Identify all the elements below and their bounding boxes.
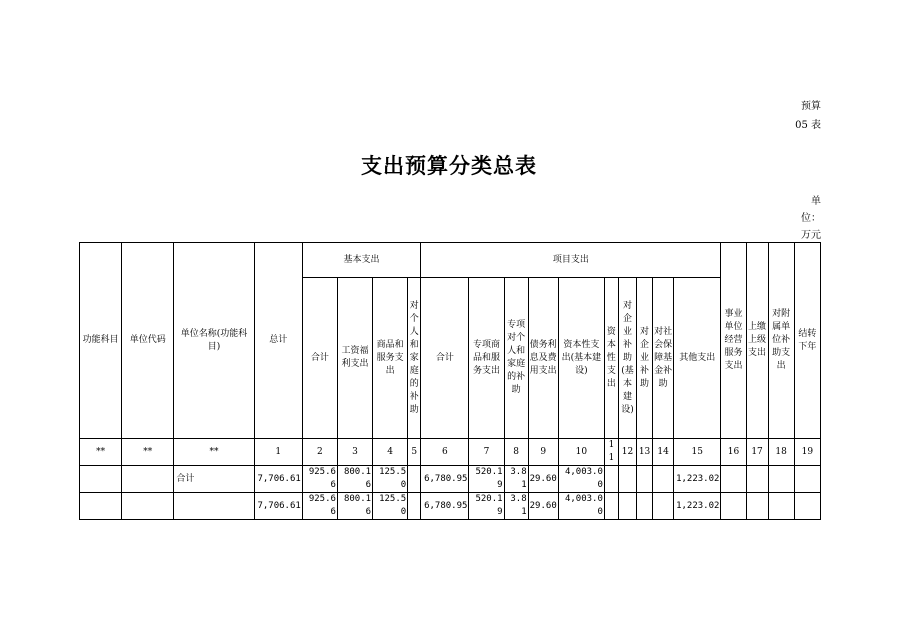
header-project-sub: 对企业补助(基本建设) — [618, 278, 636, 439]
header-code: 单位代码 — [122, 243, 174, 439]
table-cell: 6,780.95 — [421, 493, 469, 520]
table-cell: 1,223.02 — [674, 493, 721, 520]
index-row — [80, 439, 821, 466]
header-other: 结转下年 — [794, 243, 820, 439]
index-cell: 13 — [637, 439, 653, 466]
table-cell — [122, 493, 174, 520]
header-project-sub: 合计 — [421, 278, 469, 439]
table-cell: 800.16 — [337, 466, 372, 493]
table-cell — [721, 466, 746, 493]
index-cell: 16 — [721, 439, 746, 466]
header-project-sub: 资本性支出(基本建设) — [558, 278, 604, 439]
table-cell: 1,223.02 — [674, 466, 721, 493]
header-project-sub: 资本性支出 — [604, 278, 618, 439]
page-title: 支出预算分类总表 — [361, 153, 537, 178]
header-project-sub: 专项商品和服务支出 — [469, 278, 504, 439]
table-cell — [746, 466, 768, 493]
expenditure-table — [79, 242, 821, 520]
header-other: 事业单位经营服务支出 — [721, 243, 746, 439]
table-cell — [80, 466, 122, 493]
table-cell: 29.60 — [528, 493, 558, 520]
table-cell: 6,780.95 — [421, 466, 469, 493]
header-other: 对附属单位补助支出 — [768, 243, 794, 439]
header-basic-sub: 工资福利支出 — [337, 278, 372, 439]
table-row — [80, 493, 821, 520]
table-cell — [80, 493, 122, 520]
index-cell: 19 — [794, 439, 820, 466]
header-basic-sub: 对个人和家庭的补助 — [408, 278, 421, 439]
header-project: 项目支出 — [421, 243, 721, 278]
index-cell: 4 — [373, 439, 408, 466]
table-number-line2: 05 表 — [795, 120, 821, 131]
table-cell: 925.66 — [302, 493, 337, 520]
table-cell — [122, 466, 174, 493]
header-total: 总计 — [254, 243, 302, 439]
index-cell: 8 — [504, 439, 528, 466]
index-cell: 12 — [618, 439, 636, 466]
header-basic-sub: 合计 — [302, 278, 337, 439]
index-cell: ** — [80, 439, 122, 466]
header-basic: 基本支出 — [302, 243, 420, 278]
table-cell — [653, 466, 674, 493]
table-cell: 925.66 — [302, 466, 337, 493]
index-cell: 11 — [604, 439, 618, 466]
table-cell: 3.81 — [504, 493, 528, 520]
table-cell — [408, 466, 421, 493]
index-cell: 7 — [469, 439, 504, 466]
index-cell: 1 — [254, 439, 302, 466]
table-cell: 合计 — [174, 466, 254, 493]
table-cell: 29.60 — [528, 466, 558, 493]
index-cell: 3 — [337, 439, 372, 466]
header-func: 功能科目 — [80, 243, 122, 439]
table-cell — [604, 493, 618, 520]
table-cell — [768, 466, 794, 493]
table-cell: 800.16 — [337, 493, 372, 520]
index-cell: 2 — [302, 439, 337, 466]
table-cell — [721, 493, 746, 520]
table-cell — [794, 493, 820, 520]
table-number-line1: 预算 — [801, 101, 821, 112]
index-cell: 10 — [558, 439, 604, 466]
table-cell: 7,706.61 — [254, 466, 302, 493]
table-cell — [174, 493, 254, 520]
index-cell: 15 — [674, 439, 721, 466]
header-basic-sub: 商品和服务支出 — [373, 278, 408, 439]
table-cell — [604, 466, 618, 493]
unit-label: 单位：万元 — [801, 196, 821, 241]
table-cell — [618, 466, 636, 493]
table-cell — [746, 493, 768, 520]
table-cell — [637, 493, 653, 520]
index-cell: ** — [122, 439, 174, 466]
table-cell: 7,706.61 — [254, 493, 302, 520]
table-cell: 125.50 — [373, 493, 408, 520]
index-cell: 18 — [768, 439, 794, 466]
header-project-sub: 债务利息及费用支出 — [528, 278, 558, 439]
table-cell: 125.50 — [373, 466, 408, 493]
header-name: 单位名称(功能科目) — [174, 243, 254, 439]
table-cell: 520.19 — [469, 493, 504, 520]
table-cell: 4,003.00 — [558, 466, 604, 493]
table-cell — [794, 466, 820, 493]
table-cell: 3.81 — [504, 466, 528, 493]
header-project-sub: 专项对个人和家庭的补助 — [504, 278, 528, 439]
index-cell: 5 — [408, 439, 421, 466]
table-cell — [618, 493, 636, 520]
header-project-sub: 其他支出 — [674, 278, 721, 439]
table-cell — [408, 493, 421, 520]
table-cell — [653, 493, 674, 520]
index-cell: 6 — [421, 439, 469, 466]
table-cell: 520.19 — [469, 466, 504, 493]
header-project-sub: 对企业补助 — [637, 278, 653, 439]
table-cell — [637, 466, 653, 493]
header-project-sub: 对社会保障基金补助 — [653, 278, 674, 439]
index-cell: 9 — [528, 439, 558, 466]
index-cell: 14 — [653, 439, 674, 466]
table-cell — [768, 493, 794, 520]
table-cell: 4,003.00 — [558, 493, 604, 520]
index-cell: 17 — [746, 439, 768, 466]
table-row — [80, 466, 821, 493]
index-cell: ** — [174, 439, 254, 466]
header-other: 上缴上级支出 — [746, 243, 768, 439]
